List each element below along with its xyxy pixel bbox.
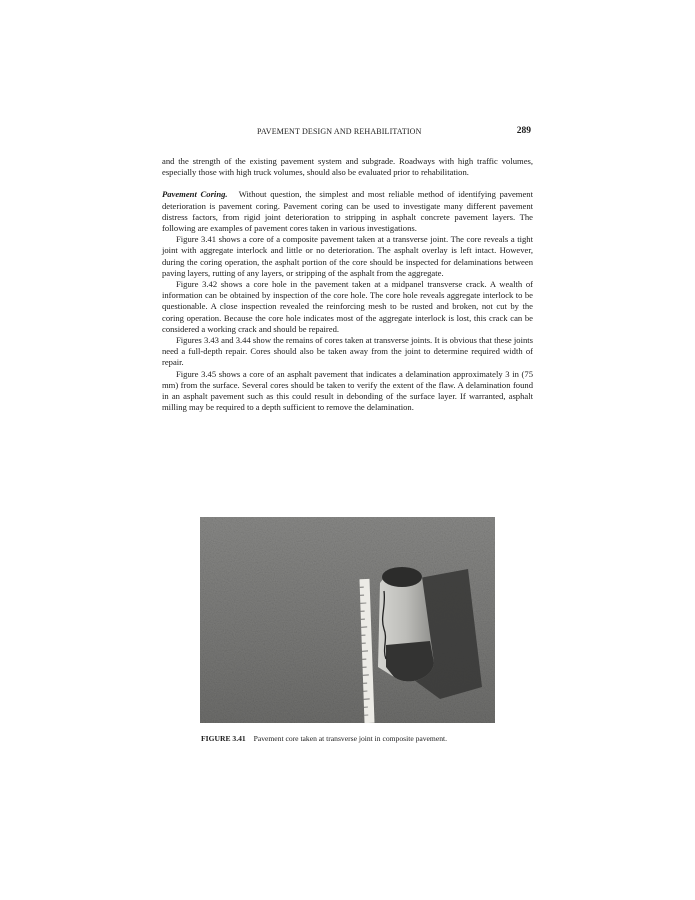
figure-photo bbox=[200, 517, 495, 723]
page-number: 289 bbox=[516, 126, 531, 136]
paragraph bbox=[162, 189, 533, 234]
core-asphalt-top bbox=[382, 567, 422, 587]
paragraph: and the strength of the existing pavement system and subgrade. Roadways with high traffic volumes, especially those with high truck volumes, should also be evaluated prior to rehabilitation. bbox=[162, 156, 533, 178]
paragraph: Figure 3.42 shows a core hole in the pavement taken at a midpanel transverse crack. A wealth of information can be obtained by inspection of the core hole. The core hole reveals aggregate interlock to be questionable. A close inspection revealed the reinforcing mesh to be rusted and broken, not cut by the coring operation. Because the core hole indicates most of the aggregate interlock is lost, this crack can be considered a working crack and should be repaired. bbox=[162, 279, 533, 334]
paragraph: Figures 3.43 and 3.44 show the remains of cores taken at transverse joints. It is obvious that these joints need a full-depth repair. Cores should also be taken away from the joint to determine required width of repair. bbox=[162, 335, 533, 368]
run-in-heading: Pavement Coring. bbox=[162, 189, 228, 200]
running-title: PAVEMENT DESIGN AND REHABILITATION bbox=[257, 127, 422, 136]
paragraph: Figure 3.45 shows a core of an asphalt pavement that indicates a delamination approximately 3 in (75 mm) from the surface. Several cores should be taken to verify the extent of the flaw. A delamination found in an asphalt pavement such as this could result in debonding of the surface layer. If warranted, asphalt milling may be required to a depth sufficient to remove the delamination. bbox=[162, 368, 533, 413]
paragraph-text: Without question, the simplest and most reliable method of identifying pavement deterioration is pavement coring. Pavement coring can be used to investigate many different pavement distress factors, from rigid joint deterioration to stripping in asphalt concrete pavement layers. The following are examples of pavement cores taken in various investigations. bbox=[162, 189, 533, 234]
body-text bbox=[162, 156, 533, 413]
paragraph: Figure 3.41 shows a core of a composite pavement taken at a transverse joint. The core reveals a tight joint with aggregate interlock and little or no deterioration. The asphalt overlay is left intact. However, during the coring operation, the asphalt portion of the core should be inspected for delaminations between paving layers, rutting of any layers, or stripping of the asphalt from the aggregate. bbox=[162, 234, 533, 278]
figure-caption-text: Pavement core taken at transverse joint in composite pavement. bbox=[253, 734, 448, 743]
figure-caption bbox=[201, 734, 447, 743]
running-head bbox=[162, 127, 533, 141]
figure-label: FIGURE 3.41 bbox=[201, 734, 246, 743]
